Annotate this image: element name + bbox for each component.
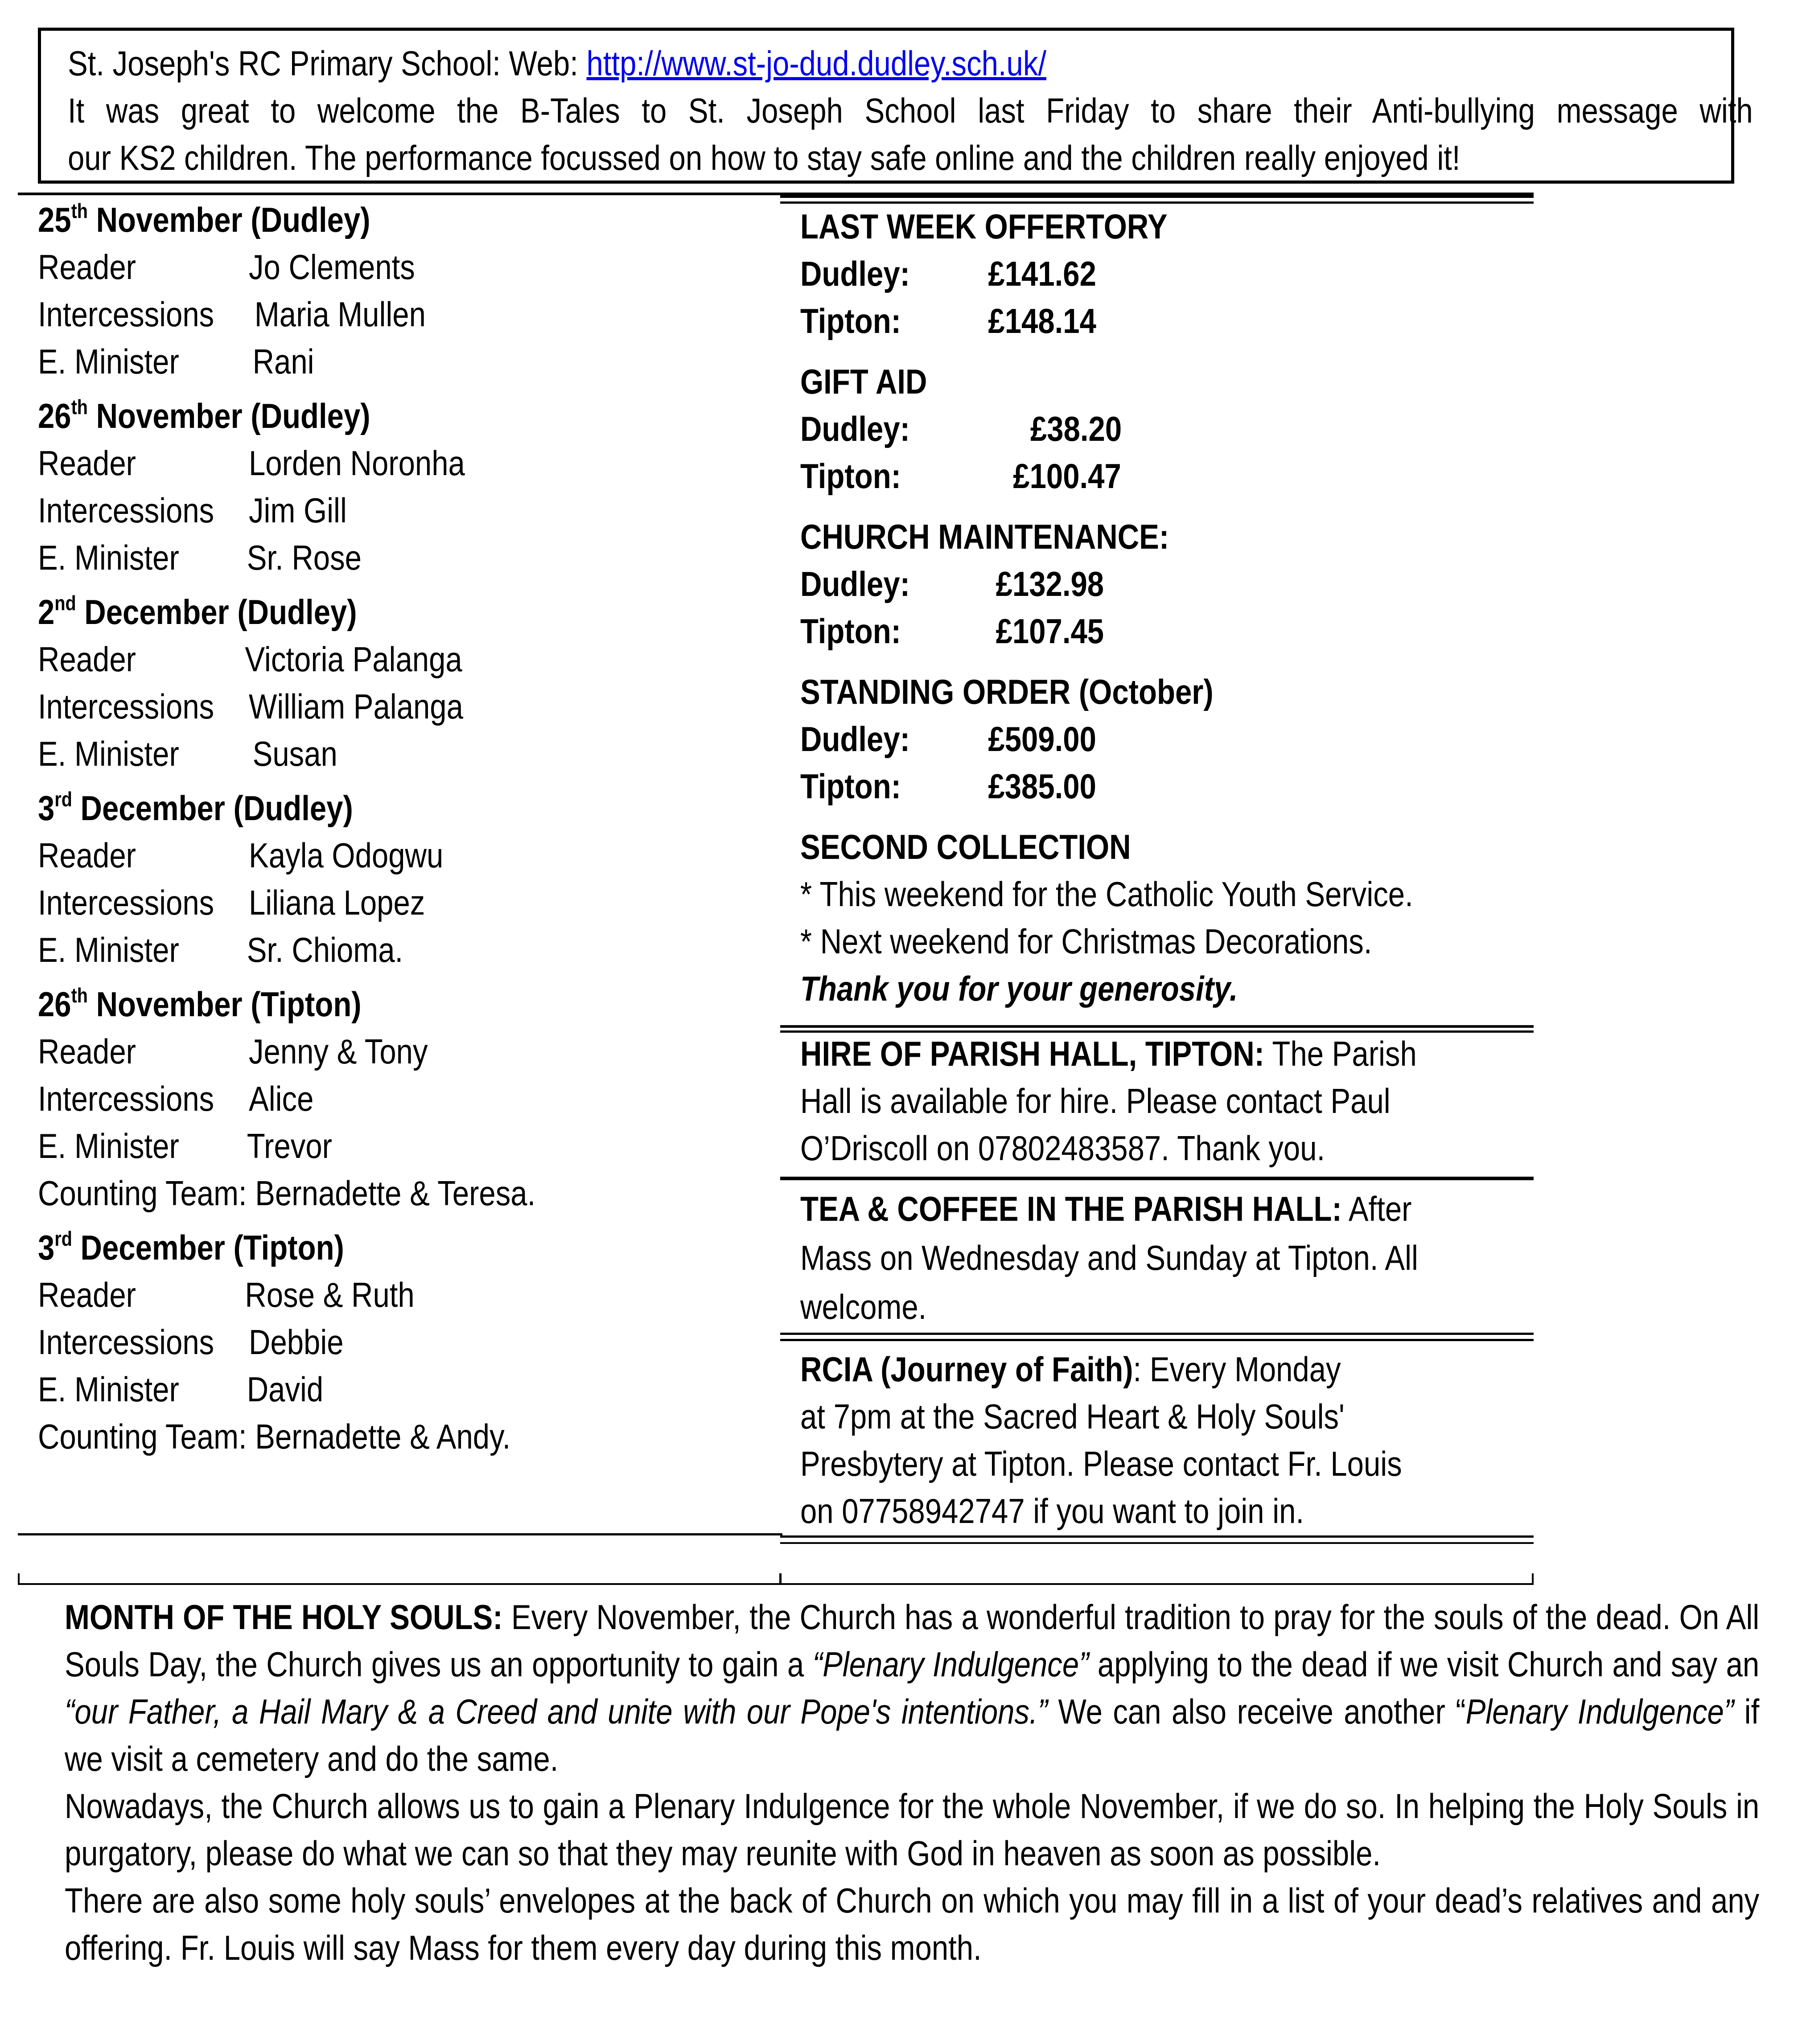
rota-row: E. Minister Sr. Rose	[38, 538, 362, 577]
rcia-notice	[800, 1346, 1433, 1535]
rota-heading: 2nd December (Dudley)	[38, 591, 357, 632]
tea-coffee-notice	[800, 1185, 1433, 1332]
divider-bottom-left	[18, 1533, 782, 1535]
thanks-note: Thank you for your generosity.	[800, 969, 1238, 1008]
hall-hire-text: The Parish	[1264, 1034, 1417, 1073]
standing-order-title: STANDING ORDER (October)	[800, 672, 1214, 711]
rota-block	[38, 392, 671, 581]
tea-coffee-text: welcome.	[800, 1287, 927, 1326]
rota-row: Intercessions William Palanga	[38, 687, 463, 726]
tick-left	[18, 1573, 20, 1585]
rota-heading: 26th November (Tipton)	[38, 984, 362, 1024]
offertory-section	[800, 203, 1433, 345]
rota-block	[38, 1224, 671, 1460]
second-collection-section	[800, 823, 1433, 1012]
rota-row: Reader Victoria Palanga	[38, 640, 462, 679]
second-collection-line-2: * Next weekend for Christmas Decorations.	[800, 922, 1372, 961]
school-website-link[interactable]: http://www.st-jo-dud.dudley.sch.uk/	[586, 44, 1047, 83]
school-title: St. Joseph's RC Primary School: Web:	[68, 44, 587, 83]
offertory-tipton: Tipton: £148.14	[800, 301, 1096, 341]
rota-block	[38, 196, 671, 385]
counting-team: Counting Team: Bernadette & Teresa.	[38, 1174, 536, 1213]
standing-order-dudley: Dudley: £509.00	[800, 719, 1096, 759]
rota-row: Intercessions Maria Mullen	[38, 295, 426, 334]
rota-row: Intercessions Liliana Lopez	[38, 883, 425, 922]
rota-row: E. Minister Rani	[38, 342, 314, 381]
divider-bottom-full	[18, 1583, 1534, 1585]
standing-order-tipton: Tipton: £385.00	[800, 767, 1096, 806]
second-collection-title: SECOND COLLECTION	[800, 827, 1131, 866]
rota-row: Reader Jo Clements	[38, 247, 415, 287]
divider-bottom-right	[780, 1535, 1534, 1538]
rota-row: Reader Jenny & Tony	[38, 1032, 428, 1071]
divider-top-right	[780, 195, 1534, 198]
ministry-rota-column	[38, 196, 671, 1467]
counting-team: Counting Team: Bernadette & Andy.	[38, 1417, 511, 1456]
gift-aid-tipton: Tipton: £100.47	[800, 456, 1121, 496]
hall-hire-notice	[800, 1030, 1433, 1172]
hall-hire-text: O’Driscoll on 07802483587. Thank you.	[800, 1129, 1325, 1168]
rota-block	[38, 784, 671, 973]
rcia-text: at 7pm at the Sacred Heart & Holy Souls'	[800, 1397, 1345, 1436]
maintenance-tipton: Tipton: £107.45	[800, 612, 1104, 651]
tea-coffee-text: After	[1341, 1189, 1412, 1228]
second-collection-line-1: * This weekend for the Catholic Youth Service.	[800, 874, 1413, 914]
rota-heading: 3rd December (Dudley)	[38, 788, 353, 828]
rcia-heading: RCIA (Journey of Faith)	[800, 1350, 1133, 1389]
tick-right	[1532, 1573, 1534, 1585]
hall-hire-text: Hall is available for hire. Please contact Paul	[800, 1081, 1391, 1121]
hall-hire-heading: HIRE OF PARISH HALL, TIPTON:	[800, 1034, 1264, 1073]
rota-heading: 26th November (Dudley)	[38, 395, 370, 435]
rota-row: Reader Kayla Odogwu	[38, 836, 444, 875]
rota-row: Intercessions Jim Gill	[38, 491, 347, 530]
school-notice-line-2: our KS2 children. The performance focussed on how to stay safe online and the children really enjoyed it!	[68, 138, 1461, 177]
school-notice-box	[38, 28, 1753, 184]
maintenance-section	[800, 513, 1433, 655]
divider-bottom-right-2	[780, 1542, 1534, 1544]
school-notice-line-1: It was great to welcome the B-Tales to St. Joseph School last Friday to share their Anti-bullying message with	[68, 91, 1753, 130]
rota-row: Reader Rose & Ruth	[38, 1275, 415, 1314]
rota-row: Intercessions Alice	[38, 1079, 314, 1118]
tea-coffee-heading: TEA & COFFEE IN THE PARISH HALL:	[800, 1189, 1342, 1228]
maintenance-title: CHURCH MAINTENANCE:	[800, 517, 1169, 556]
offertory-title: LAST WEEK OFFERTORY	[800, 207, 1168, 246]
holy-souls-paragraph-2: Nowadays, the Church allows us to gain a Plenary Indulgence for the whole November, if we do so. In helping the Holy Souls in purgatory, please do what we can so that they may reunite with God in heaven as soon as possible.	[65, 1786, 1760, 1873]
standing-order-section	[800, 668, 1433, 810]
maintenance-dudley: Dudley: £132.98	[800, 564, 1104, 603]
tea-coffee-text: Mass on Wednesday and Sunday at Tipton. All	[800, 1238, 1418, 1277]
rota-row: E. Minister David	[38, 1370, 324, 1409]
rota-row: E. Minister Sr. Chioma.	[38, 930, 403, 969]
tick-middle	[779, 1573, 782, 1585]
rota-row: E. Minister Trevor	[38, 1126, 333, 1166]
gift-aid-section	[800, 358, 1433, 500]
finance-notices-column	[800, 203, 1433, 1535]
rota-row: Intercessions Debbie	[38, 1322, 344, 1362]
holy-souls-paragraph-1: MONTH OF THE HOLY SOULS: Every November, the Church has a wonderful tradition to pray for the souls of the dead. On All Souls Day, the Church gives us an opportunity to gain a “Plenary Indulgence” applying to the dead if we visit Church and say an “our Father, a Hail Mary & a Creed and unite with our Pope's intentions.” We can also receive another “Plenary Indulgence” if we visit a cemetery and do the same.	[65, 1597, 1760, 1778]
holy-souls-section	[65, 1593, 1759, 1971]
rcia-text: : Every Monday	[1133, 1350, 1341, 1389]
rota-block	[38, 588, 671, 777]
rota-row: E. Minister Susan	[38, 734, 337, 773]
offertory-dudley: Dudley: £141.62	[800, 254, 1096, 293]
rota-block	[38, 981, 671, 1217]
rota-row: Reader Lorden Noronha	[38, 443, 465, 483]
holy-souls-title: MONTH OF THE HOLY SOULS:	[65, 1597, 503, 1637]
rota-heading: 25th November (Dudley)	[38, 199, 370, 239]
school-title-line	[68, 40, 1517, 87]
rcia-text: Presbytery at Tipton. Please contact Fr. Louis	[800, 1444, 1402, 1483]
gift-aid-dudley: Dudley: £38.20	[800, 409, 1122, 448]
gift-aid-title: GIFT AID	[800, 362, 927, 401]
holy-souls-paragraph-3: There are also some holy souls’ envelopes at the back of Church on which you may fill in a list of your dead’s relatives and any offering. Fr. Louis will say Mass for them every day during this month.	[65, 1881, 1760, 1967]
rota-heading: 3rd December (Tipton)	[38, 1227, 344, 1267]
rcia-text: on 07758942747 if you want to join in.	[800, 1491, 1304, 1531]
